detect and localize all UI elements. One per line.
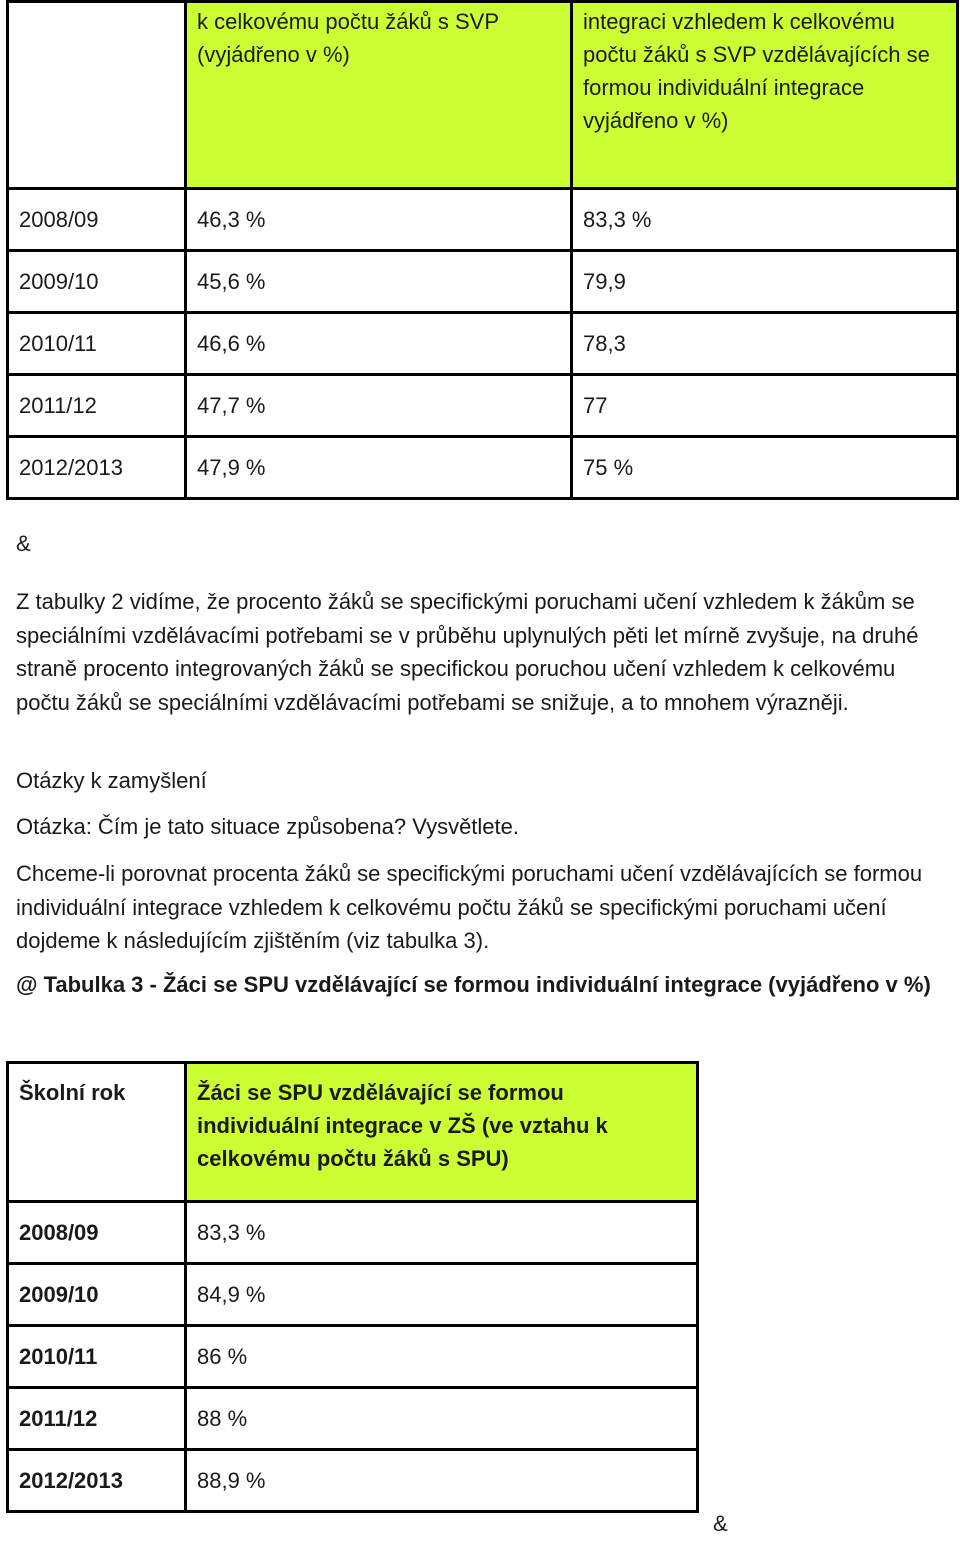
table-cell: 46,3 %: [186, 189, 572, 251]
table-cell: 79,9: [572, 251, 958, 313]
table-cell: 47,9 %: [186, 437, 572, 499]
question-text: Otázka: Čím je tato situace způsobena? Vysvětlete.: [16, 814, 520, 839]
table-cell: 83,3 %: [186, 1202, 698, 1264]
table-cell-year: 2009/10: [8, 1264, 186, 1326]
table-cell: 83,3 %: [572, 189, 958, 251]
questions-heading: Otázky k zamyšlení: [16, 768, 207, 793]
table-row: [8, 1326, 698, 1388]
table-header-cell: Žáci se SPU vzdělávající se formou individuální integrace v ZŠ (ve vztahu k celkovému počtu žáků s SPU): [186, 1063, 698, 1202]
table-cell: 46,6 %: [186, 313, 572, 375]
anchor-marker: &: [713, 1511, 728, 1536]
table-cell-year: 2009/10: [8, 251, 186, 313]
table-cell-year: 2008/09: [8, 189, 186, 251]
table-3: [6, 1061, 699, 1513]
table-cell-year: 2010/11: [8, 1326, 186, 1388]
table-row: [8, 1388, 698, 1450]
table-cell: 88,9 %: [186, 1450, 698, 1512]
table-cell-year: 2012/2013: [8, 437, 186, 499]
table-2-continued: [6, 0, 959, 500]
table-cell: 88 %: [186, 1388, 698, 1450]
table-cell: 84,9 %: [186, 1264, 698, 1326]
table-row: [8, 251, 958, 313]
table-cell: 47,7 %: [186, 375, 572, 437]
table-header-cell: [8, 2, 186, 189]
table-row: [8, 437, 958, 499]
table-cell-year: 2008/09: [8, 1202, 186, 1264]
table-header-row: [8, 2, 958, 189]
table-cell: 75 %: [572, 437, 958, 499]
table-cell: 86 %: [186, 1326, 698, 1388]
table-row: [8, 1264, 698, 1326]
table-cell: 77: [572, 375, 958, 437]
table-row: [8, 1202, 698, 1264]
paragraph-comparison: Chceme-li porovnat procenta žáků se specifickými poruchami učení vzdělávajících se formou individuální integrace vzhledem k celkovému počtu žáků se specifickými poruchami učení dojdeme k následujícím zjištěním (viz tabulka 3).: [16, 861, 923, 953]
table-header-cell: k celkovému počtu žáků s SVP (vyjádřeno v %): [186, 2, 572, 189]
table-3-caption: @ Tabulka 3 - Žáci se SPU vzdělávající se formou individuální integrace (vyjádřeno v %): [16, 972, 931, 997]
table-cell-year: 2010/11: [8, 313, 186, 375]
table-cell: 45,6 %: [186, 251, 572, 313]
table-cell: 78,3: [572, 313, 958, 375]
table-row: [8, 375, 958, 437]
table-cell-year: 2011/12: [8, 375, 186, 437]
table-cell-year: 2011/12: [8, 1388, 186, 1450]
anchor-marker: &: [16, 531, 31, 556]
table-header-cell: Školní rok: [8, 1063, 186, 1202]
paragraph-table-2-commentary: Z tabulky 2 vidíme, že procento žáků se specifickými poruchami učení vzhledem k žákům se speciálními vzdělávacími potřebami se v průběhu uplynulých pěti let mírně zvyšuje, na druhé straně procento integrovaných žáků se specifickou poruchou učení vzhledem k celkovému počtu žáků se speciálními vzdělávacími potřebami se snižuje, a to mnohem výrazněji.: [16, 589, 919, 715]
table-row: [8, 1450, 698, 1512]
table-row: [8, 189, 958, 251]
table-header-row: [8, 1063, 698, 1202]
table-row: [8, 313, 958, 375]
table-header-cell: integraci vzhledem k celkovému počtu žáků s SVP vzdělávajících se formou individuální integrace vyjádřeno v %): [572, 2, 958, 189]
table-cell-year: 2012/2013: [8, 1450, 186, 1512]
